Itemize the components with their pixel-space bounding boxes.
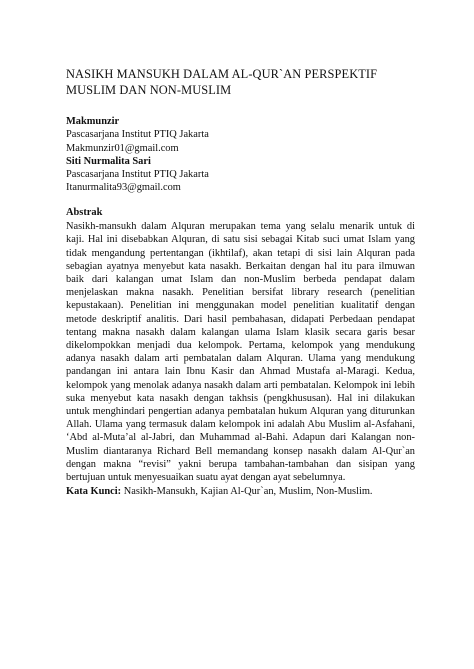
abstract-body: Nasikh-mansukh dalam Alquran merupakan tema yang selalu menarik untuk di kaji. Hal ini disebabkan Alquran, di satu sisi sebagai Kitab suci umat Islam yang tidak mengandung pertentangan (ikhtilaf), akan tetapi di sisi lain Alquran pada sebagian ayatnya menyebut kata nasakh. Berkaitan dengan hal itu para ilmuwan baik dari kalangan umat Islam dan non-Muslim berbeda pendapat dalam menjelaskan makna nasakh. Penelitian bersifat library research (penelitian kepustakaan). Penelitian ini menggunakan model penelitian kualitatif dengan metode deskriptif analitis. Dari hasil pembahasan, didapati Perbedaan pendapat tentang makna nasakh dalam kalangan ulama Islam klasik secara garis besar dikelompokkan menjadi dua kelompok. Pertama, kelompok yang mendukung adanya nasakh dalam arti pembatalan dalam Alquran. Ulama yang mendukung pandangan ini antara lain Ibnu Kasir dan Ahmad Mustafa al-Maragi. Kedua, kelompok yang menolak adanya nasakh dalam arti pembatalan. Kelompok ini lebih suka menyebut kata nasakh dengan takhsis (pengkhususan). Hal ini dilakukan untuk menghindari pengertian adanya pembatalan hukum Alquran yang diturunkan Allah. Ulama yang termasuk dalam kelompok ini adalah Abu Muslim al-Asfahani, ‘Abd al-Muta’al al-Jabri, dan Muhammad al-Bahi. Adapun dari Kalangan non-Muslim diantaranya Richard Bell memandang konsep nasakh dalam Al-Qur`an dengan makna “revisi” yakni berupa tambahan-tambahan dan sisipan yang bertujuan untuk menyesuaikan suatu ayat dengan ayat sebelumnya. — [66, 221, 415, 484]
author-affiliation: Pascasarjana Institut PTIQ Jakarta — [66, 169, 209, 181]
keywords-text: Nasikh-Mansukh, Kajian Al-Qur`an, Muslim, Non-Muslim. — [123, 486, 373, 498]
author-email: Makmunzir01@gmail.com — [66, 142, 179, 154]
abstract-section — [66, 206, 415, 498]
author-affiliation: Pascasarjana Institut PTIQ Jakarta — [66, 129, 209, 141]
author-block — [66, 115, 426, 195]
author-name: Siti Nurmalita Sari — [66, 155, 151, 167]
author-name: Makmunzir — [66, 116, 120, 127]
keywords-label: Kata Kunci: — [66, 486, 122, 498]
author-2 — [66, 155, 426, 195]
paper-title: NASIKH MANSUKH DALAM AL-QUR`AN PERSPEKTIF MUSLIM DAN NON-MUSLIM — [66, 67, 378, 97]
author-email: Itanurmalita93@gmail.com — [66, 182, 181, 194]
keywords-line — [66, 485, 415, 498]
abstract-heading: Abstrak — [66, 207, 103, 218]
author-1 — [66, 115, 426, 155]
